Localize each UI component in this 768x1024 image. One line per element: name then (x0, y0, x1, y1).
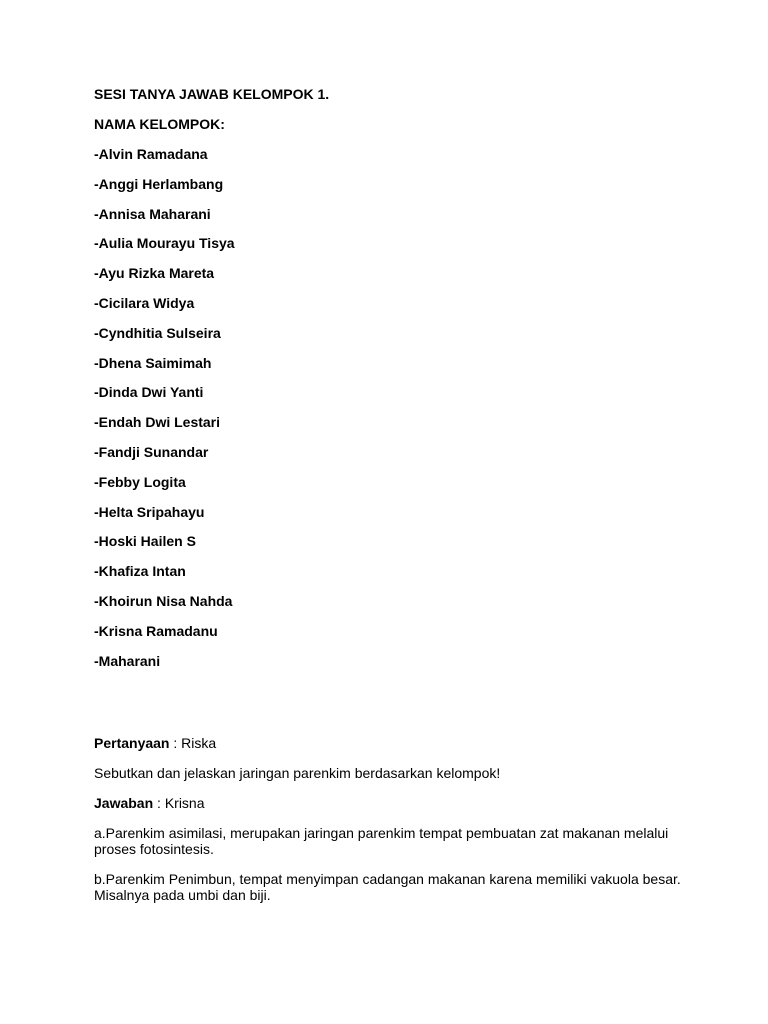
list-item: -Febby Logita (94, 473, 186, 490)
list-item: -Fandji Sunandar (94, 443, 209, 460)
answer-label-line (94, 795, 694, 825)
list-item: -Annisa Maharani (94, 205, 211, 222)
list-item: -Ayu Rizka Mareta (94, 265, 215, 282)
document-title: SESI TANYA JAWAB KELOMPOK 1. (94, 86, 330, 102)
list-item: -Dhena Saimimah (94, 354, 212, 371)
answer-item-b: b.Parenkim Penimbun, tempat menyimpan cadangan makanan karena memiliki vakuola besar. Misalnya pada umbi dan biji. (94, 870, 681, 903)
list-item: -Helta Sripahayu (94, 503, 205, 520)
answer-separator: : (153, 794, 165, 811)
list-item: -Aulia Mourayu Tisya (94, 235, 235, 252)
question-asker: Riska (181, 734, 217, 751)
answer-item-a: a.Parenkim asimilasi, merupakan jaringan parenkim tempat pembuatan zat makanan melalui proses fotosintesis. (94, 824, 669, 857)
answer-answerer: Krisna (164, 794, 205, 811)
list-item: -Krisna Ramadanu (94, 622, 218, 639)
question-separator: : (169, 734, 182, 751)
list-item: -Cyndhitia Sulseira (94, 324, 221, 341)
question-label: Pertanyaan (94, 734, 170, 751)
section-spacer (94, 669, 694, 735)
member-list (94, 146, 694, 669)
list-item: -Endah Dwi Lestari (94, 414, 221, 431)
list-item: -Maharani (94, 652, 161, 669)
answer-label: Jawaban (94, 794, 154, 811)
list-item: -Alvin Ramadana (94, 146, 208, 162)
question-text: Sebutkan dan jelaskan jaringan parenkim berdasarkan kelompok! (94, 764, 501, 781)
list-item: -Cicilara Widya (94, 294, 195, 311)
question-label-line (94, 735, 694, 765)
group-heading: NAMA KELOMPOK: (94, 116, 225, 132)
list-item: -Khoirun Nisa Nahda (94, 592, 233, 609)
document-page (94, 86, 694, 917)
list-item: -Dinda Dwi Yanti (94, 384, 204, 401)
list-item: -Anggi Herlambang (94, 175, 224, 192)
list-item: -Khafiza Intan (94, 563, 186, 580)
list-item: -Hoski Hailen S (94, 533, 196, 550)
